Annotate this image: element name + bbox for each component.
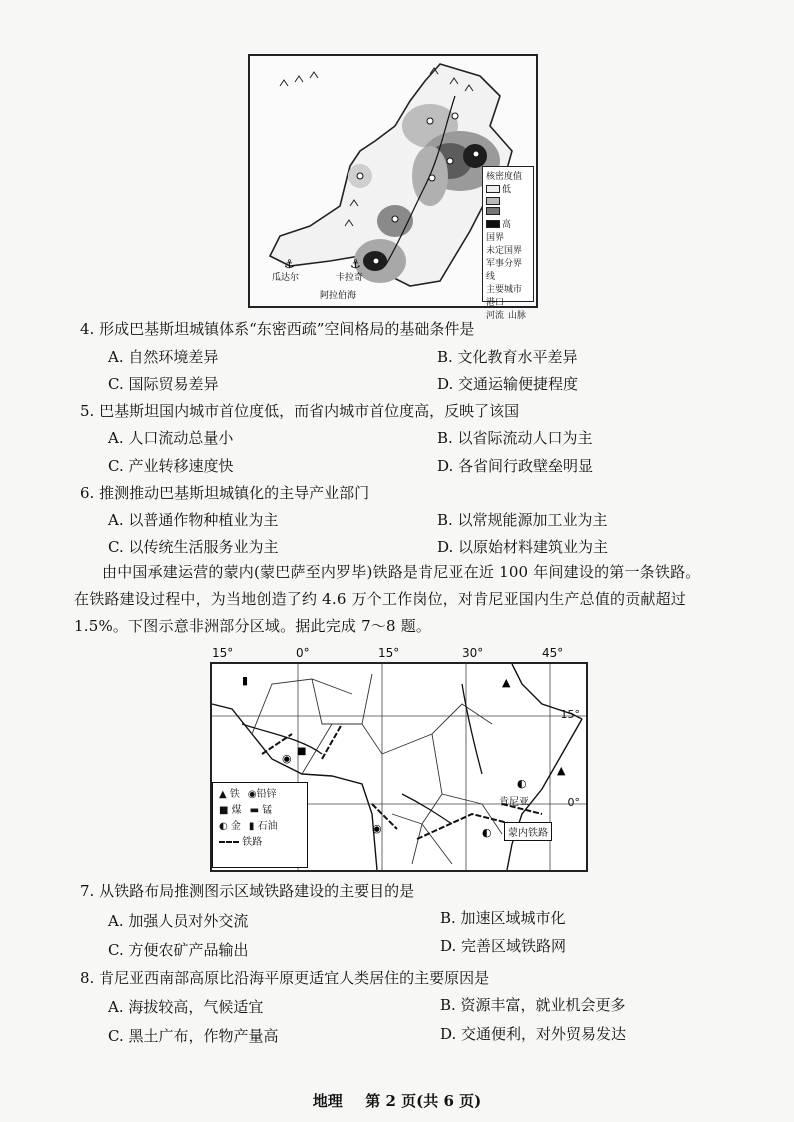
legend-oil: ▮ 石油: [248, 821, 278, 832]
lon-label-45e: 45°: [542, 646, 564, 660]
legend-low: 低: [502, 185, 512, 195]
iron-icon: ▲: [502, 676, 511, 689]
oil-icon: ▮: [248, 821, 255, 832]
pakistan-legend: [482, 166, 534, 321]
q8-option-a[interactable]: A. 海拔较高，气候适宜: [108, 998, 264, 1016]
lon-label-30e: 30°: [462, 646, 484, 660]
q8-option-c[interactable]: C. 黑土广布，作物产量高: [108, 1027, 279, 1045]
q5-option-d[interactable]: D. 各省间行政壁垒明显: [437, 457, 594, 475]
page-footer: [0, 1090, 794, 1111]
lat-label-0: 0°: [567, 796, 580, 809]
gold-icon: ◐: [482, 826, 492, 839]
lat-label-15n: 15°: [560, 708, 580, 721]
iron-icon: ▲: [557, 764, 566, 777]
q4-stem: 4. 形成巴基斯坦城镇体系“东密西疏”空间格局的基础条件是: [80, 320, 475, 338]
coal-icon: ■: [219, 805, 229, 816]
legend-border: 国界: [486, 233, 505, 243]
label-gwadar: 瓜达尔: [272, 273, 300, 283]
legend-leadzinc: ◉铅锌: [247, 789, 277, 800]
swatch-high: [486, 220, 500, 228]
port-icon-karachi: ⚓: [350, 257, 361, 271]
legend-title: 核密度值: [486, 172, 523, 182]
leadzinc-icon: ◉: [247, 789, 257, 800]
label-karachi: 卡拉奇: [336, 273, 364, 283]
swatch-mid2: [486, 207, 500, 215]
q5-stem: 5. 巴基斯坦国内城市首位度低，而省内城市首位度高，反映了该国: [80, 402, 520, 420]
africa-legend: [212, 782, 308, 868]
railway-icon: [219, 841, 239, 843]
q8-option-b[interactable]: B. 资源丰富，就业机会更多: [440, 996, 626, 1014]
legend-river: 河流: [486, 311, 505, 321]
lon-label-15w: 15°: [212, 646, 234, 660]
leadzinc-icon: ◉: [282, 752, 292, 765]
q4-option-a[interactable]: A. 自然环境差异: [108, 348, 219, 366]
q5-option-b[interactable]: B. 以省际流动人口为主: [437, 429, 593, 447]
legend-city: 主要城市: [486, 285, 523, 295]
mombasa-nairobi-railway-label: 蒙内铁路: [504, 822, 552, 841]
legend-gold: ◐ 金: [219, 821, 241, 832]
q7-option-c[interactable]: C. 方便农矿产品输出: [108, 941, 249, 959]
q6-option-b[interactable]: B. 以常规能源加工业为主: [437, 511, 608, 529]
q6-option-a[interactable]: A. 以普通作物种植业为主: [108, 511, 279, 529]
q6-option-c[interactable]: C. 以传统生活服务业为主: [108, 538, 279, 556]
africa-map-lon-labels: [210, 646, 610, 662]
coal-icon: ■: [297, 746, 307, 757]
q5-option-a[interactable]: A. 人口流动总量小: [108, 429, 234, 447]
manganese-icon: ◉: [372, 822, 382, 835]
passage-line-1: 由中国承建运营的蒙内(蒙巴萨至内罗毕)铁路是肯尼亚在近 100 年间建设的第一条铁路。: [102, 563, 701, 581]
legend-undetermined: 未定国界: [486, 246, 523, 256]
legend-manganese: ▬ 锰: [249, 805, 273, 816]
legend-mountain: 山脉: [508, 311, 527, 321]
legend-coal: ■ 煤: [219, 805, 242, 816]
oil-icon: ▮: [242, 674, 249, 687]
swatch-low: [486, 185, 500, 193]
q4-option-d[interactable]: D. 交通运输便捷程度: [437, 375, 579, 393]
legend-military: 军事分界线: [486, 259, 523, 282]
manganese-icon: ▬: [249, 805, 260, 816]
africa-map: [210, 662, 588, 872]
legend-iron: ▲ 铁: [219, 789, 240, 800]
q7-option-a[interactable]: A. 加强人员对外交流: [108, 912, 249, 930]
kenya-label: 肯尼亚: [499, 797, 529, 808]
legend-high: 高: [502, 220, 512, 230]
gold-icon: ◐: [219, 821, 228, 832]
q8-stem: 8. 肯尼亚西南部高原比沿海平原更适宜人类居住的主要原因是: [80, 969, 490, 987]
lon-label-0: 0°: [296, 646, 310, 660]
q7-stem: 7. 从铁路布局推测图示区域铁路建设的主要目的是: [80, 882, 415, 900]
q4-option-b[interactable]: B. 文化教育水平差异: [437, 348, 578, 366]
gold-icon: ◐: [517, 777, 527, 790]
footer-subject: 地理: [312, 1092, 343, 1110]
q4-option-c[interactable]: C. 国际贸易差异: [108, 375, 219, 393]
legend-railway: 铁路: [219, 835, 301, 851]
legend-port: 港口: [486, 298, 505, 308]
q7-option-d[interactable]: D. 完善区域铁路网: [440, 937, 567, 955]
passage-line-3: 1.5%。下图示意非洲部分区域。据此完成 7～8 题。: [74, 617, 432, 635]
lon-label-15e: 15°: [378, 646, 400, 660]
q6-stem: 6. 推测推动巴基斯坦城镇化的主导产业部门: [80, 484, 370, 502]
passage-line-2: 在铁路建设过程中，为当地创造了约 4.6 万个工作岗位，对肯尼亚国内生产总值的贡献超过: [74, 590, 686, 608]
label-arabian-sea: 阿拉伯海: [320, 291, 357, 301]
footer-page-number: 第 2 页(共 6 页): [365, 1092, 482, 1110]
q7-option-b[interactable]: B. 加速区域城市化: [440, 909, 566, 927]
swatch-mid1: [486, 197, 500, 205]
pakistan-map: [248, 54, 538, 321]
q6-option-d[interactable]: D. 以原始材料建筑业为主: [437, 538, 609, 556]
q5-option-c[interactable]: C. 产业转移速度快: [108, 457, 234, 475]
iron-icon: ▲: [219, 789, 227, 800]
port-icon-gwadar: ⚓: [284, 257, 295, 271]
q8-option-d[interactable]: D. 交通便利，对外贸易发达: [440, 1025, 627, 1043]
